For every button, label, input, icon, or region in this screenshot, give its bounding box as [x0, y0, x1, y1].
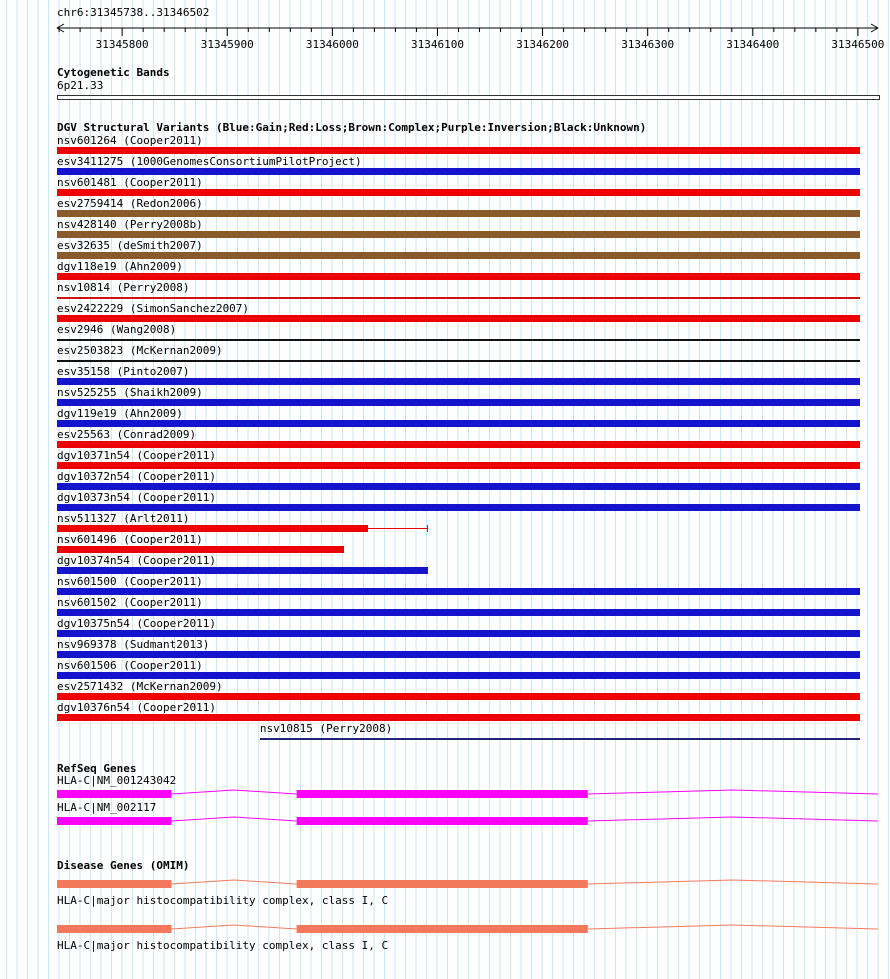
region-label: chr6:31345738..31346502 — [57, 6, 210, 19]
gene-track — [57, 775, 890, 802]
variant-feature-track — [57, 651, 890, 659]
variant-line[interactable] — [57, 297, 860, 299]
variant-bar[interactable] — [57, 672, 860, 679]
gene-structure[interactable] — [57, 921, 887, 937]
variant-feature-track — [57, 252, 890, 260]
variant-bar[interactable] — [57, 546, 344, 553]
variant-feature-track — [57, 525, 890, 533]
ruler-tick-label: 31346400 — [726, 38, 780, 51]
variant-label[interactable]: dgv118e19 (Ahn2009) — [57, 260, 183, 273]
ruler-tick-label: 31346000 — [305, 38, 359, 51]
variant-feature-track — [57, 336, 890, 344]
variant-label[interactable]: nsv601496 (Cooper2011) — [57, 533, 203, 546]
variant-row — [57, 155, 890, 176]
cytoband-bar — [57, 95, 880, 100]
variant-line[interactable] — [57, 339, 860, 341]
variant-feature-track — [57, 630, 890, 638]
variant-label[interactable]: esv2422229 (SimonSanchez2007) — [57, 302, 250, 315]
variant-row — [57, 365, 890, 386]
variant-row — [57, 386, 890, 407]
variant-row — [57, 407, 890, 428]
variant-bar[interactable] — [57, 588, 860, 595]
variant-bar[interactable] — [57, 399, 860, 406]
variant-row — [57, 554, 890, 575]
variant-label[interactable]: esv25563 (Conrad2009) — [57, 428, 197, 441]
variant-bar[interactable] — [57, 315, 860, 322]
ruler-tick-label: 31345900 — [200, 38, 254, 51]
variant-bar[interactable] — [57, 273, 860, 280]
variant-feature-track — [57, 420, 890, 428]
variant-bar[interactable] — [57, 378, 860, 385]
variant-row — [57, 659, 890, 680]
variant-bar[interactable] — [57, 210, 860, 217]
variant-feature-track — [57, 378, 890, 386]
gene-structure[interactable] — [57, 876, 887, 892]
variant-row — [57, 512, 890, 533]
variant-label[interactable]: nsv10815 (Perry2008) — [259, 722, 393, 735]
variant-label[interactable]: dgv10375n54 (Cooper2011) — [57, 617, 216, 630]
variant-label[interactable]: dgv10372n54 (Cooper2011) — [57, 470, 216, 483]
variant-line[interactable] — [260, 738, 860, 740]
gene-label[interactable]: HLA-C|NM_002117 — [57, 801, 157, 814]
variant-bar[interactable] — [57, 252, 860, 259]
variant-bar[interactable] — [57, 483, 860, 490]
gene-label[interactable]: HLA-C|NM_001243042 — [57, 774, 177, 787]
variant-label[interactable]: dgv10371n54 (Cooper2011) — [57, 449, 216, 462]
variant-bar[interactable] — [57, 630, 860, 637]
variant-label[interactable]: nsv428140 (Perry2008b) — [57, 218, 203, 231]
variant-feature-track — [57, 441, 890, 449]
variant-feature-track — [57, 714, 890, 722]
variant-row — [57, 260, 890, 281]
cytoband-label: 6p21.33 — [57, 79, 104, 92]
variant-label[interactable]: esv2503823 (McKernan2009) — [57, 344, 223, 357]
cytobands-title: Cytogenetic Bands — [57, 66, 170, 79]
variant-feature-track — [57, 609, 890, 617]
dgv-section — [0, 121, 890, 743]
variant-bar[interactable] — [57, 567, 428, 574]
variant-label[interactable]: esv35158 (Pinto2007) — [57, 365, 190, 378]
omim-section — [0, 859, 890, 951]
variant-label[interactable]: nsv601506 (Cooper2011) — [57, 659, 203, 672]
variant-label[interactable]: esv3411275 (1000GenomesConsortiumPilotProject) — [57, 155, 362, 168]
coordinate-ruler — [57, 22, 887, 50]
variant-whisker — [368, 528, 427, 529]
variant-label[interactable]: nsv601502 (Cooper2011) — [57, 596, 203, 609]
variant-label[interactable]: nsv525255 (Shaikh2009) — [57, 386, 203, 399]
variant-bar[interactable] — [57, 693, 860, 700]
variant-bar[interactable] — [57, 462, 860, 469]
variant-feature-track — [57, 294, 890, 302]
ruler-tick-label: 31345800 — [95, 38, 149, 51]
variant-row — [57, 239, 890, 260]
variant-row — [57, 197, 890, 218]
variant-whisker-tick — [427, 525, 428, 532]
variant-feature-track — [57, 462, 890, 470]
ruler-tick-label: 31346300 — [621, 38, 675, 51]
gene-track — [57, 921, 890, 951]
variant-label[interactable]: nsv969378 (Sudmant2013) — [57, 638, 210, 651]
variant-label[interactable]: nsv601264 (Cooper2011) — [57, 134, 203, 147]
variant-bar[interactable] — [57, 525, 368, 532]
variant-line[interactable] — [57, 360, 860, 362]
gene-label[interactable]: HLA-C|major histocompatibility complex, class I, C — [57, 939, 389, 952]
variant-bar[interactable] — [57, 714, 860, 721]
variant-bar[interactable] — [57, 441, 860, 448]
variant-feature-track — [57, 399, 890, 407]
variant-label[interactable]: dgv10376n54 (Cooper2011) — [57, 701, 216, 714]
variant-label[interactable]: dgv10373n54 (Cooper2011) — [57, 491, 216, 504]
variant-feature-track — [57, 210, 890, 218]
variant-bar[interactable] — [57, 504, 860, 511]
variant-row — [57, 596, 890, 617]
variant-feature-track — [57, 735, 890, 743]
variant-feature-track — [57, 567, 890, 575]
variant-bar[interactable] — [57, 189, 860, 196]
ruler-tick-label: 31346100 — [410, 38, 464, 51]
variant-bar[interactable] — [57, 147, 860, 154]
variant-label[interactable]: dgv119e19 (Ahn2009) — [57, 407, 183, 420]
variant-label[interactable]: nsv601500 (Cooper2011) — [57, 575, 203, 588]
variant-row — [57, 533, 890, 554]
variant-feature-track — [57, 315, 890, 323]
variant-row — [57, 575, 890, 596]
refseq-section — [0, 762, 890, 829]
variant-feature-track — [57, 483, 890, 491]
cytobands-section — [0, 66, 890, 100]
variant-row — [57, 344, 890, 365]
variant-row — [57, 617, 890, 638]
omim-gene-list — [57, 876, 890, 951]
variant-row — [57, 323, 890, 344]
variant-bar[interactable] — [57, 168, 860, 175]
refseq-title: RefSeq Genes — [57, 762, 137, 775]
variant-label[interactable]: dgv10374n54 (Cooper2011) — [57, 554, 216, 567]
variant-feature-track — [57, 504, 890, 512]
variant-row — [57, 302, 890, 323]
variant-row — [57, 428, 890, 449]
variant-feature-track — [57, 357, 890, 365]
variant-feature-track — [57, 672, 890, 680]
variant-feature-track — [57, 231, 890, 239]
variant-row — [57, 680, 890, 701]
variant-row — [57, 470, 890, 491]
variant-label[interactable]: nsv511327 (Arlt2011) — [57, 512, 190, 525]
variant-row — [57, 638, 890, 659]
variant-feature-track — [57, 147, 890, 155]
dgv-variant-list — [57, 134, 890, 743]
variant-feature-track — [57, 693, 890, 701]
dgv-title: DGV Structural Variants (Blue:Gain;Red:Loss;Brown:Complex;Purple:Inversion;Black:Unknown) — [57, 121, 647, 134]
variant-label[interactable]: nsv601481 (Cooper2011) — [57, 176, 203, 189]
variant-row — [57, 491, 890, 512]
refseq-gene-list — [57, 775, 890, 829]
variant-row — [57, 281, 890, 302]
variant-feature-track — [57, 546, 890, 554]
variant-row — [57, 134, 890, 155]
variant-bar[interactable] — [57, 420, 860, 427]
variant-row — [57, 722, 890, 743]
gene-track — [57, 802, 890, 829]
variant-feature-track — [57, 273, 890, 281]
variant-bar[interactable] — [57, 651, 860, 658]
ruler-tick-label: 31346500 — [831, 38, 885, 51]
variant-row — [57, 701, 890, 722]
variant-feature-track — [57, 189, 890, 197]
variant-row — [57, 218, 890, 239]
gene-label[interactable]: HLA-C|major histocompatibility complex, class I, C — [57, 894, 389, 907]
variant-label[interactable]: nsv10814 (Perry2008) — [57, 281, 190, 294]
variant-row — [57, 176, 890, 197]
variant-bar[interactable] — [57, 609, 860, 616]
variant-bar[interactable] — [57, 231, 860, 238]
variant-row — [57, 449, 890, 470]
variant-label[interactable]: esv2571432 (McKernan2009) — [57, 680, 223, 693]
omim-title: Disease Genes (OMIM) — [57, 859, 190, 872]
variant-feature-track — [57, 168, 890, 176]
variant-label[interactable]: esv2946 (Wang2008) — [57, 323, 177, 336]
variant-feature-track — [57, 588, 890, 596]
gene-structure[interactable] — [57, 813, 887, 829]
gene-structure[interactable] — [57, 786, 887, 802]
variant-label[interactable]: esv32635 (deSmith2007) — [57, 239, 203, 252]
gene-track — [57, 876, 890, 906]
variant-label[interactable]: esv2759414 (Redon2006) — [57, 197, 203, 210]
ruler-tick-label: 31346200 — [516, 38, 570, 51]
